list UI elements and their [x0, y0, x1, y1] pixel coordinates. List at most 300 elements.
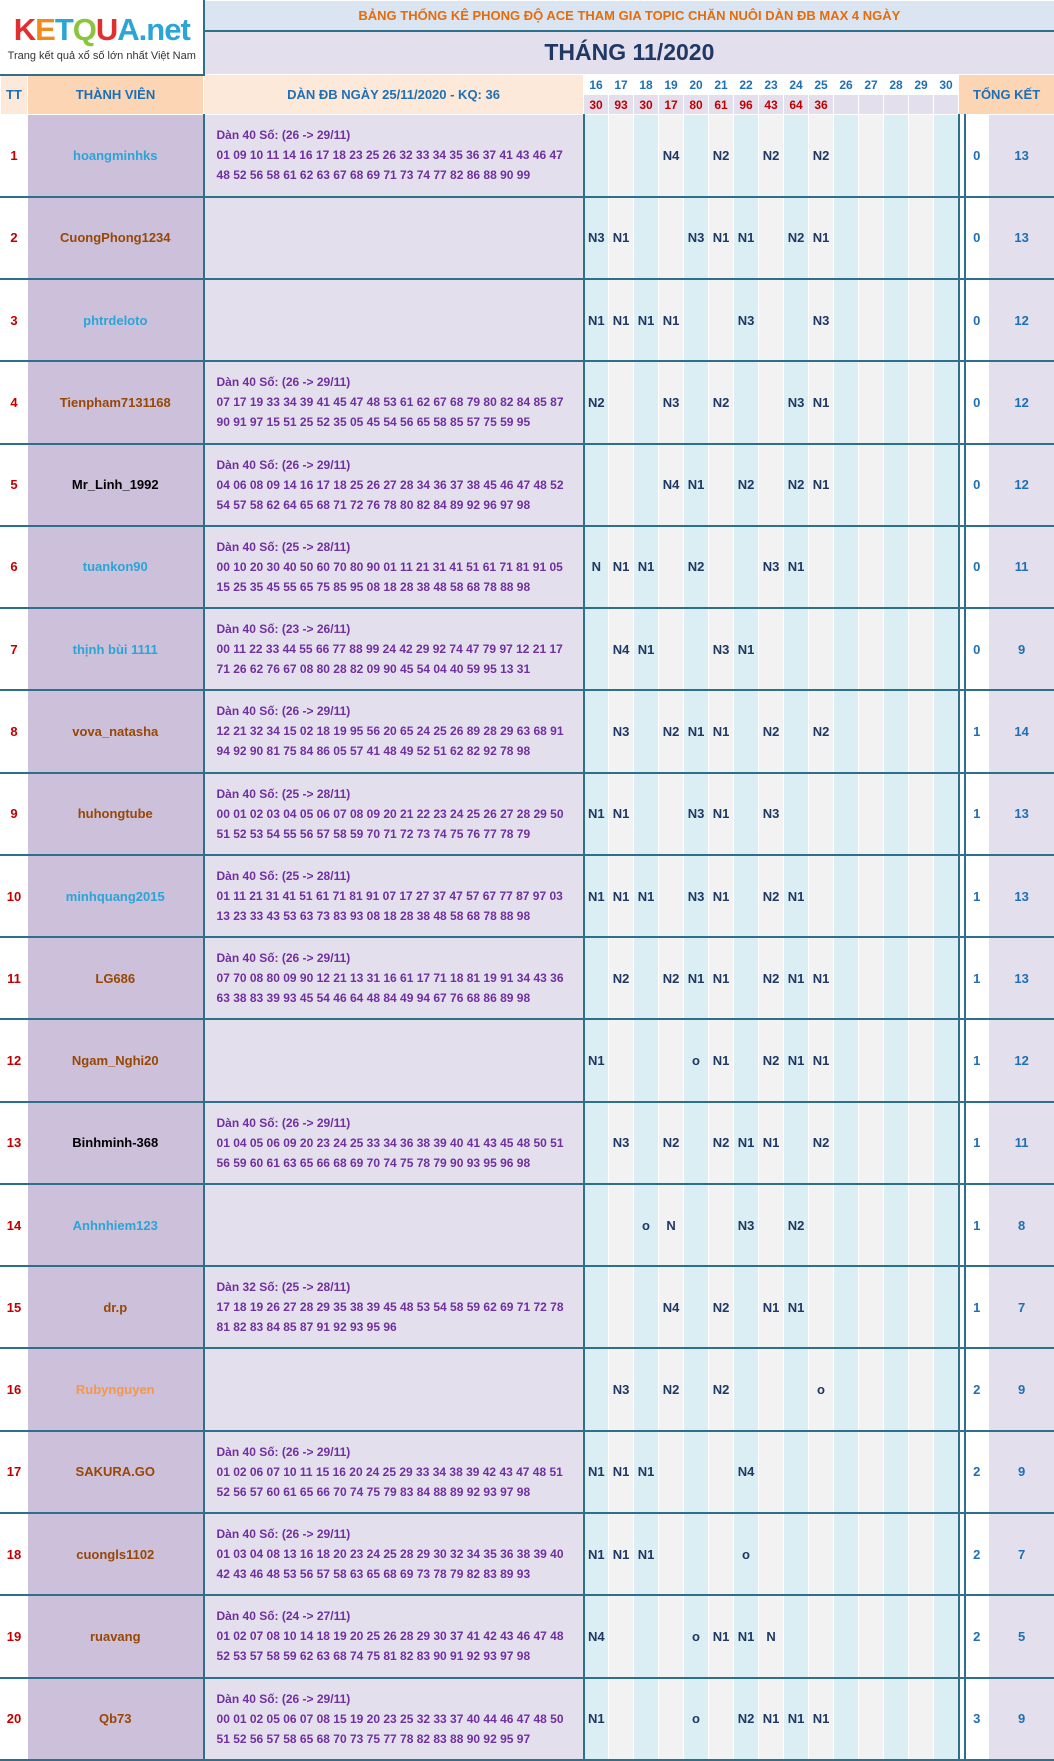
- day-mark: N2: [709, 115, 734, 197]
- day-mark: [809, 1184, 834, 1266]
- day-header: 25: [809, 75, 834, 95]
- table-row: [1, 1431, 1054, 1513]
- day-mark: N1: [584, 855, 609, 937]
- day-mark: [759, 1513, 784, 1595]
- logo-letter: K: [13, 12, 36, 48]
- logo-letter: A: [117, 12, 139, 48]
- day-mark: [584, 608, 609, 690]
- day-mark: N1: [634, 608, 659, 690]
- total-value: 13: [989, 937, 1054, 1019]
- day-mark: [834, 1184, 859, 1266]
- member-name[interactable]: ruavang: [28, 1595, 204, 1677]
- day-mark: N1: [684, 444, 709, 526]
- member-name[interactable]: cuongls1102: [28, 1513, 204, 1595]
- dan-line: 81 82 83 84 85 87 91 92 93 95 96: [216, 1320, 397, 1335]
- day-mark: [634, 1266, 659, 1348]
- day-mark: [684, 279, 709, 361]
- score-value: 2: [965, 1595, 989, 1677]
- day-mark: N2: [734, 1678, 759, 1760]
- dan-line: 56 59 60 61 63 65 66 68 69 70 74 75 78 79 90 93 95 96 98: [216, 1155, 531, 1170]
- member-name[interactable]: Qb73: [28, 1678, 204, 1760]
- day-mark: N2: [684, 526, 709, 608]
- dan-numbers: [204, 197, 584, 279]
- member-name[interactable]: minhquang2015: [28, 855, 204, 937]
- dan-title: [217, 1195, 583, 1215]
- day-mark: [659, 1513, 684, 1595]
- day-mark: [834, 361, 859, 443]
- day-mark: [834, 1431, 859, 1513]
- day-mark: N1: [734, 1595, 759, 1677]
- day-mark: [684, 1184, 709, 1266]
- day-header: 17: [609, 75, 634, 95]
- day-mark: [934, 361, 959, 443]
- dan-line: 48 52 56 58 61 62 63 67 68 69 71 73 74 77 82 86 88 90 99: [216, 168, 531, 183]
- day-mark: N2: [709, 361, 734, 443]
- day-header: 29: [909, 75, 934, 95]
- dan-line: [217, 248, 583, 268]
- row-number: 8: [1, 690, 28, 772]
- day-mark: N3: [734, 1184, 759, 1266]
- day-mark: N2: [809, 690, 834, 772]
- row-number: 1: [1, 115, 28, 197]
- day-result: 30: [584, 95, 609, 115]
- score-value: 1: [965, 937, 989, 1019]
- day-mark: N3: [784, 361, 809, 443]
- dan-numbers: [204, 937, 584, 1019]
- day-mark: [834, 197, 859, 279]
- day-mark: [934, 1431, 959, 1513]
- dan-line: 00 01 02 03 04 05 06 07 08 09 20 21 22 23 24 25 26 27 28 29 50: [216, 806, 564, 821]
- dan-numbers: [204, 1102, 584, 1184]
- day-mark: N3: [684, 773, 709, 855]
- day-mark: N1: [584, 1431, 609, 1513]
- dan-line: 04 06 08 09 14 16 17 18 25 26 27 28 34 36 37 38 45 46 47 48 52: [216, 477, 564, 492]
- day-mark: N2: [709, 1348, 734, 1430]
- day-result: 96: [734, 95, 759, 115]
- score-value: 0: [965, 361, 989, 443]
- table-row: [1, 526, 1054, 608]
- dan-line: 13 23 33 43 53 63 73 83 93 08 18 28 38 48 58 68 78 88 98: [216, 909, 531, 924]
- day-mark: [784, 1102, 809, 1184]
- day-mark: [934, 1678, 959, 1760]
- day-mark: N1: [659, 279, 684, 361]
- dan-line: 51 52 56 57 58 65 68 70 73 75 77 78 82 83 88 90 92 95 97: [216, 1731, 531, 1746]
- row-number: 18: [1, 1513, 28, 1595]
- dan-line: 07 70 08 80 09 90 12 21 13 31 16 61 17 71 18 81 19 91 34 43 36: [216, 971, 564, 986]
- day-header: 16: [584, 75, 609, 95]
- day-mark: [909, 690, 934, 772]
- day-mark: [784, 1431, 809, 1513]
- day-mark: N1: [709, 855, 734, 937]
- day-header: 19: [659, 75, 684, 95]
- day-mark: [834, 690, 859, 772]
- day-mark: [609, 1184, 634, 1266]
- dan-line: 01 11 21 31 41 51 61 71 81 91 07 17 27 37 47 57 67 77 87 97 03: [216, 889, 563, 904]
- day-mark: [859, 444, 884, 526]
- total-value: 7: [989, 1266, 1054, 1348]
- day-mark: [884, 361, 909, 443]
- day-mark: N1: [634, 1431, 659, 1513]
- day-mark: [684, 1431, 709, 1513]
- dan-title: Dàn 40 Số: (26 -> 29/11): [216, 1527, 351, 1542]
- day-mark: [934, 937, 959, 1019]
- day-mark: [884, 608, 909, 690]
- day-mark: [884, 1678, 909, 1760]
- day-mark: [859, 773, 884, 855]
- day-result: 93: [609, 95, 634, 115]
- day-mark: [659, 608, 684, 690]
- dan-title: Dàn 40 Số: (26 -> 29/11): [216, 457, 351, 472]
- day-mark: [709, 1184, 734, 1266]
- day-mark: [884, 855, 909, 937]
- day-mark: [709, 1431, 734, 1513]
- member-name[interactable]: Rubynguyen: [28, 1348, 204, 1430]
- day-mark: [909, 444, 934, 526]
- table-row: [1, 444, 1054, 526]
- day-mark: [859, 937, 884, 1019]
- day-mark: [584, 1184, 609, 1266]
- day-mark: N1: [609, 1513, 634, 1595]
- day-mark: [684, 115, 709, 197]
- day-mark: [659, 1019, 684, 1101]
- day-mark: [934, 1348, 959, 1430]
- day-mark: [584, 1102, 609, 1184]
- dan-line: 01 04 05 06 09 20 23 24 25 33 34 36 38 39 40 41 43 45 48 50 51: [216, 1135, 564, 1150]
- day-mark: [759, 608, 784, 690]
- member-name[interactable]: hoangminhks: [28, 115, 204, 197]
- day-mark: N1: [634, 1513, 659, 1595]
- day-mark: [834, 1348, 859, 1430]
- score-value: 1: [965, 1102, 989, 1184]
- day-mark: [734, 1019, 759, 1101]
- day-mark: [884, 1431, 909, 1513]
- logo-tagline: Trang kết quả xổ số lớn nhất Việt Nam: [7, 50, 196, 63]
- row-number: 9: [1, 773, 28, 855]
- day-mark: [909, 1266, 934, 1348]
- total-value: 13: [989, 197, 1054, 279]
- day-result: [859, 95, 884, 115]
- day-mark: o: [634, 1184, 659, 1266]
- day-mark: [684, 1348, 709, 1430]
- dan-numbers: [204, 608, 584, 690]
- day-mark: [734, 690, 759, 772]
- day-mark: [834, 1678, 859, 1760]
- day-mark: N1: [584, 773, 609, 855]
- day-mark: [859, 1019, 884, 1101]
- day-mark: N2: [709, 1266, 734, 1348]
- dan-title: [217, 1360, 583, 1380]
- day-mark: N1: [684, 937, 709, 1019]
- dan-line: [217, 330, 583, 350]
- logo-letter: U: [95, 12, 118, 48]
- day-mark: [609, 1019, 634, 1101]
- dan-line: 15 25 35 45 55 65 75 85 95 08 18 28 38 48 58 68 78 88 98: [216, 579, 531, 594]
- day-mark: [859, 690, 884, 772]
- day-mark: N1: [709, 1595, 734, 1677]
- day-result: 17: [659, 95, 684, 115]
- dan-line: [217, 1380, 583, 1400]
- day-mark: [909, 1595, 934, 1677]
- day-mark: [634, 1019, 659, 1101]
- dan-numbers: [204, 773, 584, 855]
- day-mark: [909, 1184, 934, 1266]
- day-mark: N1: [609, 279, 634, 361]
- member-name[interactable]: CuongPhong1234: [28, 197, 204, 279]
- row-number: 4: [1, 361, 28, 443]
- dan-title: Dàn 40 Số: (25 -> 28/11): [216, 786, 351, 801]
- day-mark: [609, 1595, 634, 1677]
- day-mark: N2: [584, 361, 609, 443]
- total-value: 14: [989, 690, 1054, 772]
- table-row: [1, 197, 1054, 279]
- day-mark: [734, 855, 759, 937]
- day-mark: N1: [584, 1019, 609, 1101]
- day-mark: [759, 1431, 784, 1513]
- total-value: 12: [989, 361, 1054, 443]
- day-mark: [809, 1595, 834, 1677]
- day-result: 30: [634, 95, 659, 115]
- dan-line: 07 17 19 33 34 39 41 45 47 48 53 61 62 67 68 79 80 82 84 85 87: [216, 395, 564, 410]
- day-mark: N1: [584, 1513, 609, 1595]
- day-mark: N1: [809, 444, 834, 526]
- dan-numbers: [204, 1513, 584, 1595]
- day-mark: [909, 197, 934, 279]
- dan-title: Dàn 40 Số: (25 -> 28/11): [216, 539, 351, 554]
- day-mark: [659, 197, 684, 279]
- day-mark: N1: [709, 937, 734, 1019]
- day-mark: N1: [684, 690, 709, 772]
- day-mark: [734, 1266, 759, 1348]
- dan-line: 51 52 53 54 55 56 57 58 59 70 71 72 73 74 75 76 77 78 79: [216, 826, 531, 841]
- day-mark: N2: [784, 197, 809, 279]
- day-mark: N1: [784, 1678, 809, 1760]
- total-value: 12: [989, 279, 1054, 361]
- day-mark: [834, 115, 859, 197]
- row-number: 3: [1, 279, 28, 361]
- score-value: 2: [965, 1513, 989, 1595]
- day-mark: N3: [609, 690, 634, 772]
- day-mark: N2: [659, 937, 684, 1019]
- dan-title: Dàn 40 Số: (26 -> 29/11): [216, 1444, 351, 1459]
- row-number: 5: [1, 444, 28, 526]
- day-mark: [909, 526, 934, 608]
- day-result: [834, 95, 859, 115]
- member-name[interactable]: vova_natasha: [28, 690, 204, 772]
- day-mark: o: [684, 1595, 709, 1677]
- day-mark: [734, 115, 759, 197]
- table-row: [1, 1102, 1054, 1184]
- day-mark: [834, 773, 859, 855]
- dan-line: [217, 228, 583, 248]
- day-mark: [759, 1348, 784, 1430]
- total-value: 8: [989, 1184, 1054, 1266]
- day-mark: [709, 1678, 734, 1760]
- day-mark: [909, 937, 934, 1019]
- day-mark: N1: [809, 1019, 834, 1101]
- total-value: 11: [989, 526, 1054, 608]
- row-number: 2: [1, 197, 28, 279]
- dan-line: [217, 1051, 583, 1071]
- day-mark: [709, 279, 734, 361]
- day-result: [884, 95, 909, 115]
- row-number: 19: [1, 1595, 28, 1677]
- day-mark: [884, 1184, 909, 1266]
- day-mark: [659, 1431, 684, 1513]
- day-mark: N2: [784, 1184, 809, 1266]
- day-mark: [684, 1102, 709, 1184]
- day-mark: o: [734, 1513, 759, 1595]
- day-mark: o: [684, 1019, 709, 1101]
- table-row: [1, 937, 1054, 1019]
- dan-line: 12 21 32 34 15 02 18 19 95 56 20 65 24 25 26 89 28 29 63 68 91: [216, 724, 564, 739]
- dan-title: [217, 290, 583, 310]
- day-mark: [859, 1513, 884, 1595]
- table-row: [1, 1019, 1054, 1101]
- total-value: 13: [989, 855, 1054, 937]
- day-mark: [909, 1019, 934, 1101]
- day-mark: N2: [659, 1348, 684, 1430]
- dan-line: 42 43 46 48 53 56 57 58 63 65 68 69 73 78 79 82 83 89 93: [216, 1567, 531, 1582]
- table-row: [1, 1348, 1054, 1430]
- day-mark: [784, 1348, 809, 1430]
- dan-numbers: [204, 1678, 584, 1760]
- dan-line: [217, 1071, 583, 1091]
- day-mark: [934, 1184, 959, 1266]
- day-mark: [934, 444, 959, 526]
- member-name[interactable]: SAKURA.GO: [28, 1431, 204, 1513]
- day-mark: N1: [709, 197, 734, 279]
- table-row: [1, 115, 1054, 197]
- dan-line: [217, 1400, 583, 1420]
- day-mark: N3: [684, 197, 709, 279]
- dan-title: Dàn 40 Số: (25 -> 28/11): [216, 869, 351, 884]
- score-value: 0: [965, 608, 989, 690]
- day-mark: [909, 1513, 934, 1595]
- dan-line: 52 56 57 60 61 65 66 70 74 75 79 83 84 88 89 92 93 97 98: [216, 1484, 531, 1499]
- day-mark: N3: [709, 608, 734, 690]
- score-value: 0: [965, 526, 989, 608]
- day-mark: N2: [809, 1102, 834, 1184]
- row-number: 20: [1, 1678, 28, 1760]
- day-mark: N1: [784, 937, 809, 1019]
- dan-line: 00 01 02 05 06 07 08 15 19 20 23 25 32 33 37 40 44 46 47 48 50: [216, 1711, 564, 1726]
- day-mark: [634, 115, 659, 197]
- dan-numbers: [204, 1266, 584, 1348]
- dan-line: 90 91 97 15 51 25 52 35 05 45 54 56 65 58 85 57 75 59 95: [216, 415, 531, 430]
- day-result: 36: [809, 95, 834, 115]
- score-value: 1: [965, 690, 989, 772]
- day-mark: [934, 1102, 959, 1184]
- day-mark: N1: [784, 526, 809, 608]
- dan-title: [217, 1031, 583, 1051]
- day-mark: [634, 1102, 659, 1184]
- dan-title: Dàn 40 Số: (26 -> 29/11): [216, 1691, 351, 1706]
- day-mark: N1: [709, 1019, 734, 1101]
- day-mark: [859, 1431, 884, 1513]
- day-header: 18: [634, 75, 659, 95]
- day-mark: N4: [584, 1595, 609, 1677]
- total-value: 9: [989, 1348, 1054, 1430]
- member-name[interactable]: phtrdeloto: [28, 279, 204, 361]
- member-name[interactable]: Binhminh-368: [28, 1102, 204, 1184]
- day-mark: N2: [759, 115, 784, 197]
- member-name[interactable]: thịnh bùi 1111: [28, 608, 204, 690]
- member-name[interactable]: LG686: [28, 937, 204, 1019]
- member-name[interactable]: tuankon90: [28, 526, 204, 608]
- row-number: 7: [1, 608, 28, 690]
- member-name[interactable]: dr.p: [28, 1266, 204, 1348]
- day-mark: [859, 1184, 884, 1266]
- day-mark: [934, 773, 959, 855]
- day-mark: [859, 279, 884, 361]
- dan-numbers: [204, 1019, 584, 1101]
- day-result: [909, 95, 934, 115]
- day-mark: N1: [759, 1102, 784, 1184]
- day-mark: [934, 608, 959, 690]
- dan-line: 52 53 57 58 59 62 63 68 74 75 81 82 83 90 91 92 93 97 98: [216, 1649, 531, 1664]
- dan-numbers: [204, 855, 584, 937]
- table-row: [1, 608, 1054, 690]
- table-row: [1, 855, 1054, 937]
- score-value: 1: [965, 1184, 989, 1266]
- site-logo[interactable]: [1, 1, 204, 75]
- day-mark: [659, 1678, 684, 1760]
- member-name[interactable]: Anhnhiem123: [28, 1184, 204, 1266]
- day-mark: [834, 608, 859, 690]
- day-mark: N2: [759, 855, 784, 937]
- member-name[interactable]: Ngam_Nghi20: [28, 1019, 204, 1101]
- day-mark: [834, 855, 859, 937]
- day-mark: [884, 1266, 909, 1348]
- day-mark: [734, 361, 759, 443]
- day-mark: N1: [584, 279, 609, 361]
- day-mark: [609, 444, 634, 526]
- member-name[interactable]: Mr_Linh_1992: [28, 444, 204, 526]
- day-header: 30: [934, 75, 959, 95]
- table-row: [1, 361, 1054, 443]
- day-mark: [859, 1678, 884, 1760]
- day-mark: [759, 197, 784, 279]
- day-mark: [909, 279, 934, 361]
- day-mark: N4: [734, 1431, 759, 1513]
- day-mark: [584, 115, 609, 197]
- day-mark: [934, 115, 959, 197]
- day-mark: [684, 361, 709, 443]
- day-mark: N1: [784, 855, 809, 937]
- dan-line: 00 11 22 33 44 55 66 77 88 99 24 42 29 92 74 47 79 97 12 21 17: [216, 642, 563, 657]
- dan-title: Dàn 32 Số: (25 -> 28/11): [216, 1280, 351, 1295]
- day-mark: [909, 361, 934, 443]
- day-mark: [834, 1102, 859, 1184]
- day-mark: [859, 526, 884, 608]
- day-mark: N4: [659, 1266, 684, 1348]
- day-mark: [734, 526, 759, 608]
- logo-wordmark: [1, 12, 203, 48]
- day-result: [934, 95, 959, 115]
- score-value: 1: [965, 1019, 989, 1101]
- day-mark: [634, 690, 659, 772]
- day-mark: [909, 773, 934, 855]
- member-name[interactable]: huhongtube: [28, 773, 204, 855]
- day-header: 28: [884, 75, 909, 95]
- day-mark: N1: [709, 690, 734, 772]
- day-mark: [784, 1595, 809, 1677]
- member-name[interactable]: Tienpham7131168: [28, 361, 204, 443]
- day-mark: [884, 279, 909, 361]
- day-mark: N2: [659, 690, 684, 772]
- day-mark: [884, 773, 909, 855]
- day-mark: [809, 773, 834, 855]
